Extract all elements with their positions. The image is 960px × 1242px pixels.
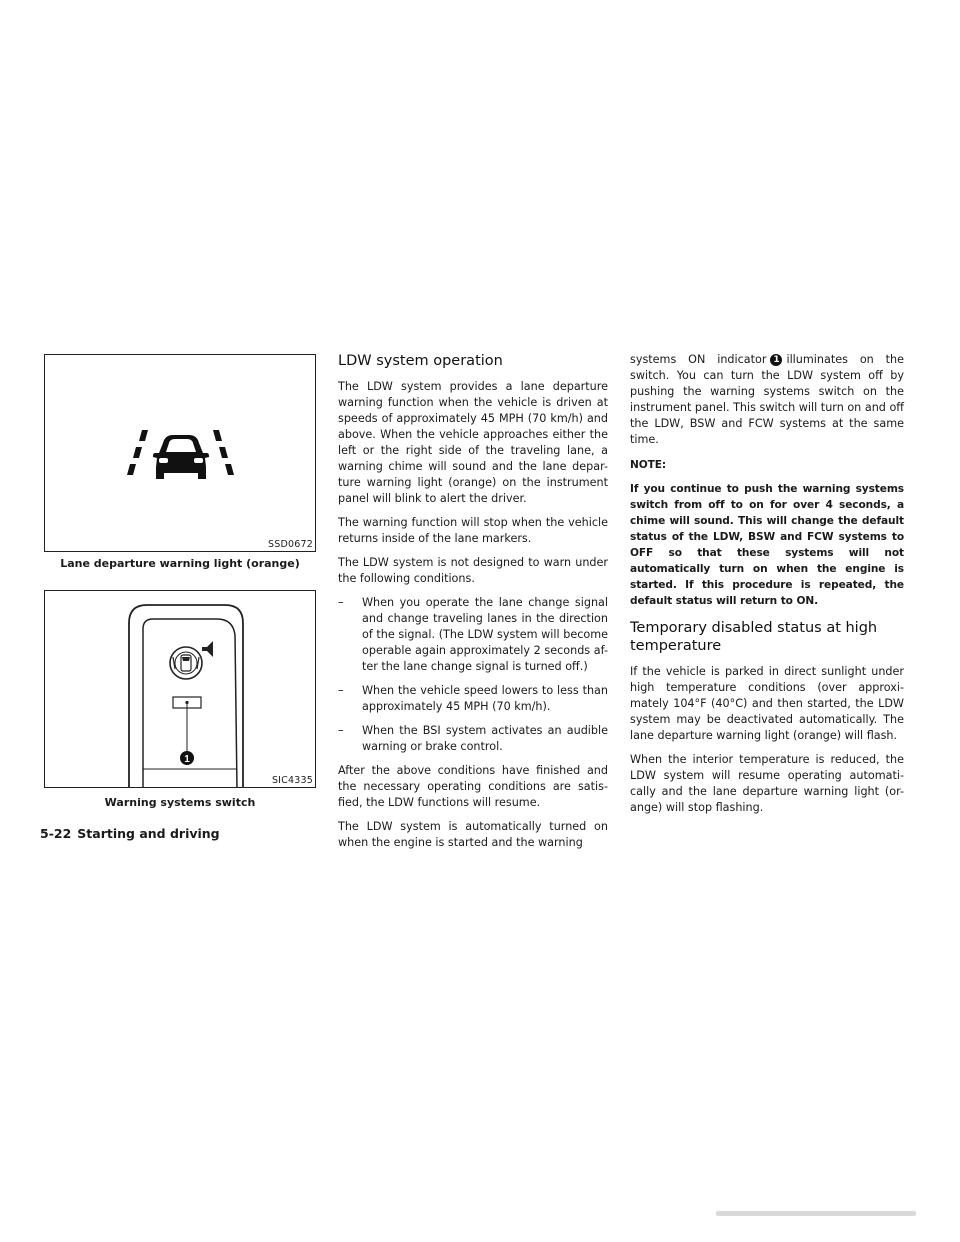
list-item <box>338 723 608 755</box>
lane-departure-warning-icon <box>45 355 316 552</box>
list-dash: – <box>338 596 344 609</box>
figure-caption: Lane departure warning light (orange) <box>60 557 300 570</box>
left-lane-marker-icon <box>127 430 148 475</box>
right-lane-marker-icon <box>213 430 234 475</box>
list-item <box>338 683 608 715</box>
figure-lane-departure-light <box>44 354 316 552</box>
section-heading: Temporary disabled status at high temperature <box>630 620 878 654</box>
figure-caption: Warning systems switch <box>104 796 256 809</box>
paragraph-text: illuminates on the switch. You can turn the LDW system off by pushing the warning systems switch on the instrument panel. This switch will turn on and off the LDW, BSW and FCW systems at the same time. <box>630 353 904 446</box>
section-name: Starting and driving <box>77 826 220 841</box>
note-label: NOTE: <box>630 459 667 471</box>
list-item-text: When the vehicle speed lowers to less than approximately 45 MPH (70 km/h). <box>362 684 608 713</box>
paragraph-text: systems ON indicator <box>630 353 767 366</box>
page-footer <box>40 826 220 841</box>
list-dash: – <box>338 724 344 737</box>
paragraph: The LDW system provides a lane departure warning function when the vehicle is driven at speeds of approximately 45 MPH (70 km/h) and above. When the vehicle approaches either the left or the right side of the traveling lane, a warning chime will sound and the lane depar- ture warning light (orange) on the instrument panel will blink to alert the driver. <box>338 380 608 505</box>
paragraph: When the interior temperature is reduced, the LDW system will resume operating automati- cally and the lane departure warning light (or- ange) will stop flashing. <box>630 753 904 814</box>
middle-column <box>338 352 608 851</box>
figure-code: SSD0672 <box>268 539 313 550</box>
watermark <box>716 1208 916 1218</box>
list-item-text: When the BSI system activates an audible warning or brake control. <box>362 724 608 753</box>
page-number: 5-22 <box>40 826 72 841</box>
list-item-text: When you operate the lane change signal and change traveling lanes in the direction of the signal. (The LDW system will become operable again approximately 2 seconds af- ter the lane change signal is turned off.) <box>362 596 608 673</box>
paragraph: After the above conditions have finished and the necessary operating conditions are satis- fied, the LDW functions will resume. <box>338 764 608 809</box>
figure-warning-switch <box>44 590 316 788</box>
paragraph: The LDW system is automatically turned on when the engine is started and the warning <box>338 820 608 849</box>
paragraph: The warning function will stop when the vehicle returns inside of the lane markers. <box>338 516 608 545</box>
section-heading: LDW system operation <box>338 353 503 369</box>
callout-1-icon: 1 <box>770 354 782 366</box>
callout-number: 1 <box>184 754 190 765</box>
right-column <box>630 352 904 816</box>
warning-systems-switch-illustration <box>45 591 316 788</box>
switch-button-icon <box>170 647 202 679</box>
speaker-icon <box>202 641 213 657</box>
paragraph: If the vehicle is parked in direct sunlight under high temperature conditions (over approxi- mately 104°F (40°C) and then started, the LDW system may be deactivated automatically. The lane departure warning light (orange) will flash. <box>630 665 904 742</box>
paragraph <box>630 352 904 448</box>
car-icon <box>153 435 209 479</box>
list-item <box>338 595 608 675</box>
paragraph: The LDW system is not designed to warn under the following conditions. <box>338 556 608 585</box>
list-dash: – <box>338 684 344 697</box>
figure-code: SIC4335 <box>271 775 313 786</box>
note-text: If you continue to push the warning systems switch from off to on for over 4 seconds, a chime will sound. This will change the default status of the LDW, BSW and FCW systems to OFF so that these systems will not automatically turn on when the engine is started. If this procedure is repeated, the default status will return to ON. <box>630 483 904 607</box>
